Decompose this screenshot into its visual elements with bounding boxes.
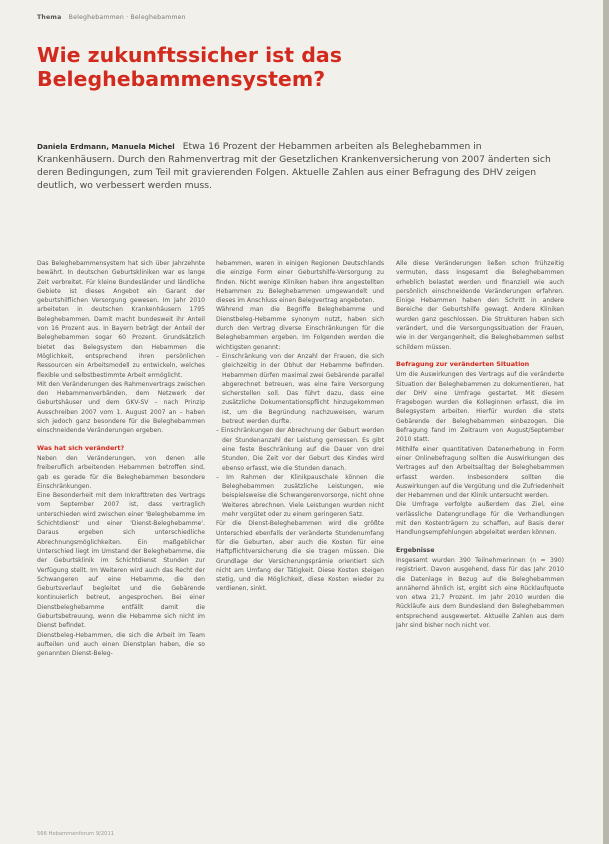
paragraph: Um die Auswirkungen des Vertrags auf die veränderte Situation der Beleghebammen zu dokumentieren, hat der DHV eine Umfrage gestartet. Mit diesem Fragebogen wurden die Kolleginnen erfasst, die im Belegsystem arbeiten. Hierfür wurden die stets Gebärende der Beleghebammen einbezogen. Die Befragung fand im Zeitraum von August/September 2010 statt. [396, 371, 564, 444]
paragraph: Das Beleghebammensystem hat sich über Jahrzehnte bewährt. In deutschen Geburtskliniken war es lange Zeit verbreitet. Für kleine Bundesländer und ländliche Gebiete ist dieses Angebot ein Garant der geburtshilflichen Versorgung gewesen. Im Jahr 2010 arbeiteten in deutschen Krankenhäusern 1795 Beleghebammen. Damit macht bundesweit ihr Anteil von 16 Prozent aus. In Bayern beträgt der Anteil der Beleghebammen sogar 60 Prozent. Grundsätzlich bietet das Belegsystem den Hebammen die Möglichkeit, entsprechend ihren persönlichen Ressourcen ein Arbeitsmodell zu entwickeln, welches flexible und selbstbestimmte Arbeit ermöglicht. [37, 260, 205, 379]
section-label: Thema [37, 14, 62, 21]
page-footer: 566 Hebammenforum 9/2011 [37, 831, 115, 837]
paragraph: hebammen, waren in einigen Regionen Deutschlands die einzige Form einer Geburtshilfe-Versorgung zu finden. Nicht wenige Kliniken haben ihre angestellten Hebammen zu Beleghebammen umgewandelt und dieses im Anschluss einen Belegvertrag angeboten. [216, 260, 384, 305]
paragraph: Für die Dienst-Beleghebammen wird die größte Unterschied ebenfalls der veränderte Stundenumfang für die Geburten, aber auch die Kosten für eine Haftpflichtversicherung die sie tragen müssen. Die Grundlage der Versicherungsprämie orientiert sich nicht am Umfang der Tätigkeit. Diese Kosten steigen stetig, und die Möglichkeit, diese Kosten wieder zu verdienen, sinkt. [216, 520, 384, 593]
paragraph: Alle diese Veränderungen ließen schon frühzeitig vermuten, dass insgesamt die Beleghebammen erheblich belastet werden und finanziell wie auch persönlich einschneidende Veränderungen erfahren. Einige Hebammen haben den Schritt in andere Bereiche der Geburtshilfe gewagt. Andere Kliniken wurden ganz geschlossen. Die Strukturen haben sich verändert, und die Versorgungssituation der Frauen, wie in der Vergangenheit, die Beleghebammen selbst schildern müssen. [396, 260, 564, 351]
paragraph: Eine Besonderheit mit dem Inkrafttreten des Vertrags vom September 2007 ist, dass vertraglich unterschieden wird zwischen einer 'Beleghebamme im Schichtdienst' und einer 'Dienst-Beleghebamme'. Daraus ergeben sich unterschiedliche Abrechnungsmöglichkeiten. Ein maßgeblicher Unterschied liegt im Umstand der Beleghebamme, die der Geburtsklinik im Schichtdienst Stunden zur Verfügung stellt. Im Weiteren wird auch das Recht der Schwangeren auf eine Hebamme, die den Geburtsverlauf begleitet und die Gebärende kontinuierlich betreut, angesprochen. Bei einer Dienstbeleghebamme entfällt damit die Geburtsbetreuung, wenn die Hebamme sich nicht im Dienst befindet. [37, 492, 205, 630]
paragraph: Während man die Begriffe Beleghebamme und Dienstbeleg-Hebamme synonym nutzt, haben sich durch den Vertrag diverse Einschränkungen für die Beleghebammen ergeben. Im Folgenden werden die wichtigsten genannt: [216, 306, 384, 351]
subsection-heading: Ergebnisse [396, 546, 435, 554]
authors: Daniela Erdmann, Manuela Michel [37, 142, 175, 151]
paragraph: Neben den Veränderungen, von denen alle freiberuflich arbeitenden Hebammen betroffen sind, gab es gerade für die Beleghebammen besondere Einschränkungen. [37, 454, 205, 490]
paragraph: Insgesamt wurden 390 Teilnehmerinnen (n = 390) registriert. Davon ausgehend, dass für das Jahr 2010 die Datenlage in Bezug auf die Beleghebammen annähernd ähnlich ist, ergibt sich eine Rücklaufquote von etwa 21,7 Prozent. Im Jahr 2010 wurden die Rückläufe aus dem Bundesland den Beleghebammen entsprechend ausgewertet. Aktuelle Zahlen aus dem Jahr sind bisher noch nicht vor. [396, 556, 564, 629]
list-item: – Einschränkungen der Abrechnung der Geburt werden der Stundenanzahl der Leistung gemessen. Es gibt eine feste Beschränkung auf die Dauer von drei Stunden. Die Zeit vor der Geburt des Kindes wird ebenso erfasst, wie die Stunden danach. [216, 427, 384, 472]
section-heading: Befragung zur veränderten Situation [396, 359, 530, 368]
subsection-label: Beleghebammen · Beleghebammen [68, 14, 186, 21]
paragraph: Dienstbeleg-Hebammen, die sich die Arbeit im Team aufteilen und auch einen Dienstplan haben, die so genannten Dienst-Beleg- [37, 631, 205, 658]
paragraph: Mit den Veränderungen des Rahmenvertrags zwischen den Hebammenverbänden, dem Netzwerk der Geburtshäuser und dem GKV-SV – nach Prinzip Ausschreiben 2007 vom 1. August 2007 an – haben sich jedoch ganz besondere für die Beleghebammen einschneidende Veränderungen ergeben. [37, 380, 205, 435]
article-title: Wie zukunftssicher ist das Beleghebammensystem? [37, 43, 342, 91]
lead-text: Etwa 16 Prozent der Hebammen arbeiten als Beleghebammen in Krankenhäusern. Durch den Rahmenvertrag mit der Gesetzlichen Krankenversicherung von 2007 änderten sich deren Bedingungen, zum Teil mit gravierenden Folgen. Aktuelle Zahlen aus einer Befragung des DHV zeigen deutlich, wo verbessert werden muss. [37, 141, 551, 191]
running-header [37, 14, 186, 21]
article-intro [37, 140, 561, 192]
bullet-list [216, 352, 384, 519]
paragraph: Die Umfrage verfolgte außerdem das Ziel, eine verlässliche Datengrundlage für die Verhandlungen mit den Kostenträgern zu schaffen, auf Basis derer Handlungsempfehlungen abgeleitet werden können. [396, 501, 564, 537]
list-item: – Einschränkung von der Anzahl der Frauen, die sich gleichzeitig in der Obhut der Hebamme befinden. Hebammen dürfen maximal zwei Gebärende parallel abgerechnet betreuen, was eine faire Versorgung sicherstellen soll. Das führt dazu, dass eine zusätzliche Dokumentationspflicht hinzugekommen ist, um die Begründung nachzuweisen, warum betreut werden durfte. [216, 352, 384, 426]
section-heading: Was hat sich verändert? [37, 443, 125, 452]
text-column-1 [37, 259, 205, 834]
list-item: – Im Rahmen der Klinikpauschale können die Beleghebammen zusätzliche Leistungen, wie beispielsweise die Schwangerenvorsorge, nicht ohne Weiteres abrechnen. Viele Leistungen wurden nicht mehr vergütet oder zu einem geringeren Satz. [216, 473, 384, 519]
paragraph: Mithilfe einer quantitativen Datenerhebung in Form einer Onlinebefragung sollten die Auswirkungen des Vertrages auf den Arbeitsalltag der Beleghebammen erfasst werden. Insbesondere sollten die Auswirkungen auf die Vergütung und die Zufriedenheit der Hebammen und der Klinik untersucht werden. [396, 445, 564, 500]
text-column-3 [396, 259, 564, 834]
text-column-2 [216, 259, 384, 834]
page-edge [603, 0, 609, 844]
